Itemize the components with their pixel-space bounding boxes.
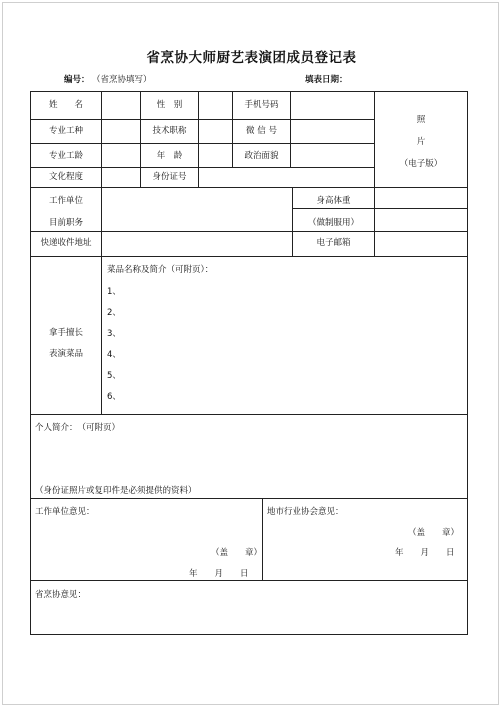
label-email: 电子邮箱 (316, 238, 351, 248)
label-gender: 性 别 (156, 100, 183, 110)
label-wechat: 微 信 号 (246, 126, 277, 136)
label-uniform-note: （做制服用） (307, 218, 359, 228)
label-signature-dish-2: 表演菜品 (48, 349, 83, 359)
work-unit-opinion-label: 工作单位意见： (35, 507, 95, 517)
id-photo-note: （身份证照片或复印件是必须提供的资料） (35, 486, 197, 496)
label-signature-dish-1: 拿手擅长 (48, 328, 83, 338)
label-address: 快递收件地址 (40, 238, 92, 248)
date-label: 填表日期： (305, 75, 348, 85)
bio-label: 个人简介： （可附页） (35, 423, 121, 433)
label-years: 专业工龄 (48, 151, 83, 161)
label-name: 姓 名 (48, 100, 83, 110)
label-education: 文化程度 (48, 172, 83, 182)
label-id-number: 身份证号 (152, 172, 187, 182)
form-title: 省烹协大师厨艺表演团成员登记表 (146, 50, 357, 66)
label-tech-title: 技术职称 (152, 126, 187, 136)
number-note: （省烹协填写） (92, 75, 152, 85)
local-association-seal: （盖 章） (408, 528, 460, 538)
label-position: 目前职务 (48, 218, 83, 228)
dish-item: 6、 (107, 392, 121, 402)
number-label: 编号： (64, 75, 90, 85)
work-unit-date: 年 月 日 (189, 569, 249, 579)
label-politics: 政治面貌 (244, 151, 279, 161)
dish-item: 1、 (107, 287, 121, 297)
local-association-date: 年 月 日 (395, 548, 455, 558)
label-specialty: 专业工种 (48, 126, 83, 136)
photo-label-1: 照 (416, 115, 426, 125)
dish-item: 2、 (107, 308, 121, 318)
dish-intro-label: 菜品名称及简介（可附页）： (107, 265, 214, 275)
dish-item: 5、 (107, 371, 121, 381)
label-workplace: 工作单位 (48, 196, 83, 206)
dish-item: 4、 (107, 350, 121, 360)
province-opinion-label: 省烹协意见： (35, 590, 87, 600)
photo-label-2: 片 (416, 137, 426, 147)
dish-item: 3、 (107, 329, 121, 339)
local-association-opinion-label: 地市行业协会意见： (267, 507, 344, 517)
label-height-weight: 身高体重 (316, 196, 351, 206)
label-phone: 手机号码 (244, 100, 279, 110)
label-age: 年 龄 (156, 151, 183, 161)
work-unit-seal: （盖 章） (211, 548, 263, 558)
photo-label-3: （电子版） (399, 159, 443, 169)
